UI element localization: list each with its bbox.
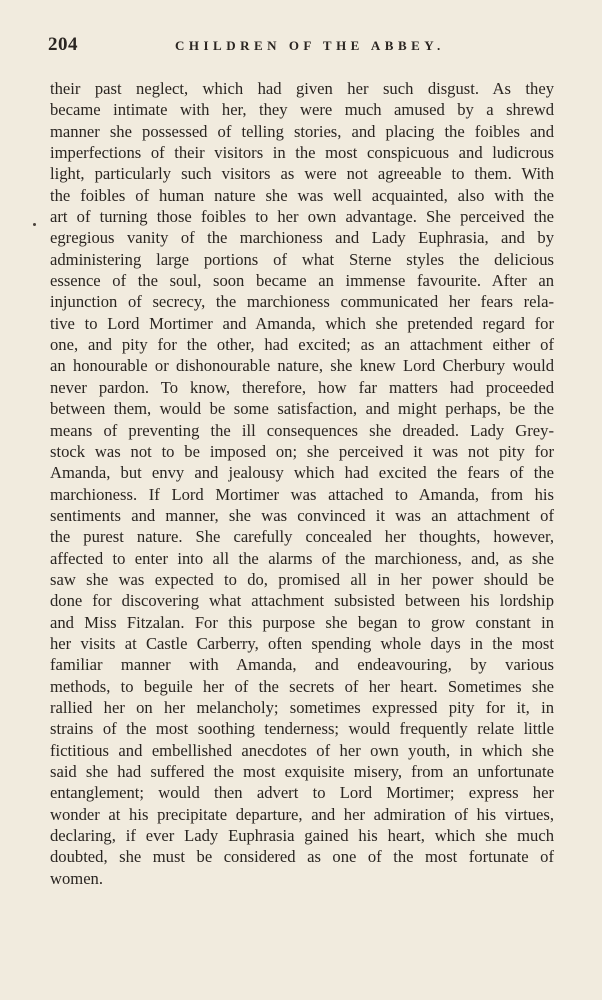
running-title: CHILDREN OF THE ABBEY. — [175, 38, 445, 53]
text-line: an honourable or dishonourable nature, she knew Lord Cherbury would — [50, 356, 554, 376]
text-line: the purest nature. She carefully concealed her thoughts, however, — [50, 527, 554, 547]
text-line: art of turning those foibles to her own advantage. She perceived the — [50, 207, 554, 227]
text-line: doubted, she must be considered as one of the most fortunate of — [50, 847, 554, 867]
text-line: egregious vanity of the marchioness and Lady Euphrasia, and by — [50, 228, 554, 248]
text-line: injunction of secrecy, the marchioness communicated her fears rela- — [50, 292, 554, 312]
text-line: stock was not to be imposed on; she perceived it was not pity for — [50, 441, 554, 461]
text-line: sentiments and manner, she was convinced it was an attachment of — [50, 505, 554, 525]
page-number: 204 — [48, 34, 78, 55]
text-line: never pardon. To know, therefore, how far matters had proceeded — [50, 377, 554, 397]
text-line: entanglement; would then advert to Lord Mortimer; express her — [50, 783, 554, 803]
text-line: and Miss Fitzalan. For this purpose she began to grow constant in — [50, 612, 554, 632]
text-line: imperfections of their visitors in the most conspicuous and ludicrous — [50, 143, 554, 163]
margin-mark — [33, 223, 36, 226]
text-line: said she had suffered the most exquisite misery, from an unfortunate — [50, 762, 554, 781]
text-line: rallied her on her melancholy; sometimes expressed pity for it, in — [50, 697, 554, 717]
text-line: fictitious and embellished anecdotes of her own youth, in which she — [50, 740, 554, 760]
text-line: done for discovering what attachment subsisted between his lordship — [50, 591, 554, 611]
text-line: administering large portions of what Sterne styles the delicious — [50, 249, 554, 269]
text-line: familiar manner with Amanda, and endeavouring, by various — [50, 655, 554, 675]
text-line: between them, would be some satisfaction, and might perhaps, be the — [50, 399, 554, 419]
text-line: declaring, if ever Lady Euphrasia gained his heart, which she much — [50, 826, 554, 846]
text-line: light, particularly such visitors as were not agreeable to them. With — [50, 164, 554, 184]
text-line: became intimate with her, they were much amused by a shrewd — [50, 100, 554, 120]
text-line: their past neglect, which had given her such disgust. As they — [50, 79, 554, 98]
body-text — [50, 78, 554, 889]
text-line: essence of the soul, soon became an immense favourite. After an — [50, 271, 554, 291]
running-head — [48, 34, 554, 60]
text-line: affected to enter into all the alarms of the marchioness, and, as she — [50, 548, 554, 568]
text-line: wonder at his precipitate departure, and her admiration of his virtues, — [50, 804, 554, 824]
text-line: methods, to beguile her of the secrets of her heart. Sometimes she — [50, 676, 554, 696]
text-line: means of preventing the ill consequences she dreaded. Lady Grey- — [50, 420, 554, 440]
text-line: one, and pity for the other, had excited; as an attachment either of — [50, 335, 554, 355]
text-line: strains of the most soothing tenderness; would frequently relate little — [50, 719, 554, 739]
text-line: her visits at Castle Carberry, often spending whole days in the most — [50, 633, 554, 653]
text-line: manner she possessed of telling stories, and placing the foibles and — [50, 121, 554, 141]
text-line: tive to Lord Mortimer and Amanda, which she pretended regard for — [50, 313, 554, 333]
text-line: the foibles of human nature she was well acquainted, also with the — [50, 185, 554, 205]
text-line: saw she was expected to do, promised all in her power should be — [50, 569, 554, 589]
text-line: marchioness. If Lord Mortimer was attached to Amanda, from his — [50, 484, 554, 504]
text-line-final: women. — [50, 868, 103, 888]
text-line: Amanda, but envy and jealousy which had excited the fears of the — [50, 463, 554, 483]
